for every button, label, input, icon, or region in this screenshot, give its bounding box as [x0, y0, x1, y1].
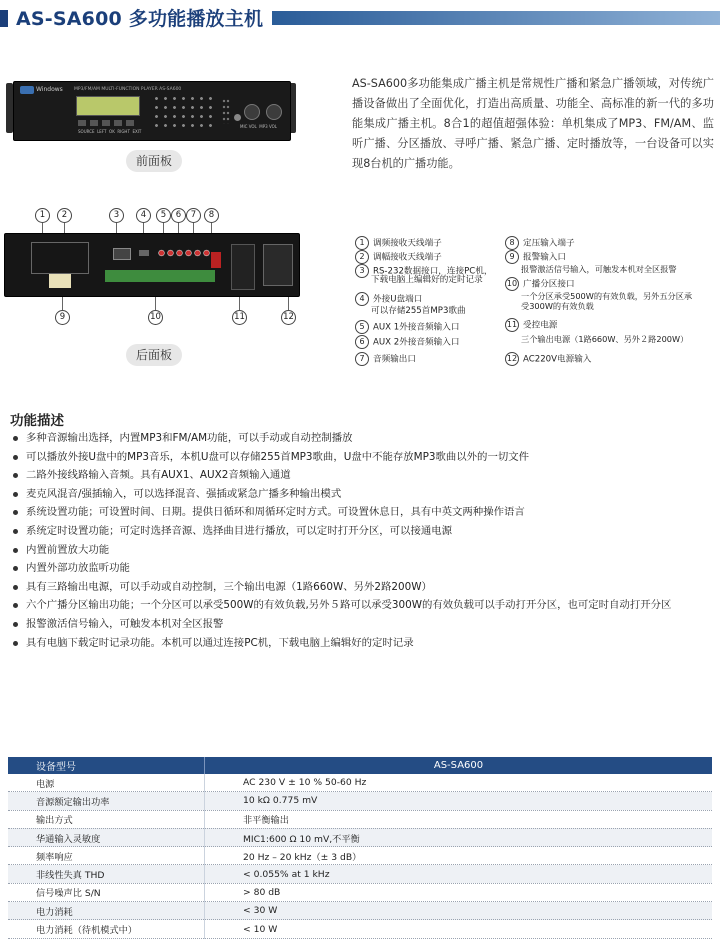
spec-header-model-label: 设备型号: [8, 757, 205, 774]
callout-10: 10: [148, 310, 163, 325]
callout-5: 5: [156, 208, 171, 223]
legend-right: [505, 236, 717, 366]
callout-12: 12: [281, 310, 296, 325]
mp3-vol-knob: [266, 104, 282, 120]
table-row: 华通输入灵敏度 MIC1:600 Ω 10 mV,不平衡: [8, 828, 712, 846]
callout-4: 4: [136, 208, 151, 223]
legend-item-10-line2: 一个分区承受500W的有效负载，另外五分区承: [521, 291, 693, 301]
rack-ear-left: [6, 83, 13, 133]
header-gradient-bar: [272, 11, 720, 25]
keypad-grid: [152, 94, 216, 128]
table-row: 输出方式 非平衡输出: [8, 810, 712, 828]
table-row: 电力消耗（待机模式中） < 10 W: [8, 920, 712, 938]
rear-panel-caption: 后面板: [126, 344, 182, 366]
front-panel-body: [13, 81, 291, 141]
feature-item: 麦克风混音/强插输入，可以选择混音、强插或紧急广播多种输出模式: [10, 485, 720, 504]
feature-item: 系统设置功能；可设置时间、日期。提供日循环和周循环定时方式。可设置休息日，具有中英文两种操作语言: [10, 503, 720, 522]
voltage-input-terminal: [211, 252, 221, 268]
feature-item: 内置前置放大功能: [10, 541, 720, 560]
page-title: AS-SA600 多功能播放主机: [16, 8, 264, 30]
legend-item-4: 4 外接U盘端口: [355, 292, 422, 306]
feature-item: 二路外接线路输入音频。具有AUX1、AUX2音频输入通道: [10, 466, 720, 485]
callout-8: 8: [204, 208, 219, 223]
spec-header-model-value: AS-SA600: [205, 757, 713, 774]
legend-item-2: 2 调幅接收天线端子: [355, 250, 442, 264]
callout-1: 1: [35, 208, 50, 223]
front-panel-caption: 前面板: [126, 150, 182, 172]
intro-paragraph: AS-SA600多功能集成广播主机是常规性广播和紧急广播领域，对传统广播设备做出了全面优化，打造出高质量、功能全、高标准的新一代的多功能集成广播主机。8合1的超值超强体验：单机集成了MP3、FM/AM、监听广播、分区播放、寻呼广播、紧急广播、定时播放等，一台设备可以实现8台机的广播功能。: [352, 77, 714, 170]
rs232-port: [113, 248, 131, 260]
headphone-jack: [234, 114, 241, 121]
page-header: [0, 0, 720, 40]
indicator-leds: [222, 98, 230, 124]
header-accent-block: [0, 10, 8, 27]
legend-item-3: 3 RS-232数据接口，连接PC机，: [355, 264, 492, 278]
rear-callouts-top: [0, 205, 300, 235]
front-button-labels: SOURCE LEFT OK RIGHT EXIT: [78, 129, 142, 134]
legend-item-1: 1 调频接收天线端子: [355, 236, 442, 250]
legend-item-11-line2: 三个输出电源（1路660W、另外２路200W）: [521, 334, 689, 344]
legend-item-10: 10 广播分区接口: [506, 279, 575, 290]
front-panel-image: [6, 77, 296, 147]
legend-item-4-line2: 可以存储255首MP3歌曲: [371, 306, 466, 316]
rear-callouts-bottom: [0, 297, 300, 327]
table-row: 音源额定输出功率 10 kΩ 0.775 mV: [8, 792, 712, 810]
table-row: 电力消耗 < 30 W: [8, 902, 712, 920]
table-row: 频率响应 20 Hz – 20 kHz（± 3 dB）: [8, 847, 712, 865]
rca-jacks: [157, 246, 211, 260]
legend-left: [355, 236, 505, 366]
features-list: [10, 429, 720, 652]
table-row: 电源 AC 230 V ± 10 % 50-60 Hz: [8, 774, 712, 792]
table-row: 非线性失真 THD < 0.055% at 1 kHz: [8, 865, 712, 883]
legend-item-12: 12 AC220V电源输入: [506, 354, 592, 365]
callout-2: 2: [57, 208, 72, 223]
controlled-power-outlets: [231, 244, 255, 290]
alarm-terminal: [49, 274, 71, 288]
feature-item: 系统定时设置功能；可定时选择音源、选择曲目进行播放，可以定时打开分区，可以接通电源: [10, 522, 720, 541]
callout-6: 6: [171, 208, 186, 223]
zone-terminal-strip: [105, 270, 215, 282]
legend-item-10-line3: 受300W的有效负载: [521, 301, 594, 311]
callout-9: 9: [55, 310, 70, 325]
feature-item: 可以播放外接U盘中的MP3音乐，本机U盘可以存储255首MP3歌曲，U盘中不能存放MP3歌曲以外的一切文件: [10, 448, 720, 467]
feature-item: 多种音源输出选择，内置MP3和FM/AM功能，可以手动或自动控制播放: [10, 429, 720, 448]
legend-item-8: 8 定压输入端子: [505, 236, 575, 250]
knob-labels: MIC VOL MP3 VOL: [240, 124, 278, 129]
front-buttons: [78, 120, 138, 128]
antenna-terminals: [31, 242, 89, 274]
callout-3: 3: [109, 208, 124, 223]
table-row: 信号噪声比 S/N > 80 dB: [8, 883, 712, 901]
usb-port: [139, 250, 149, 256]
callout-7: 7: [186, 208, 201, 223]
mic-vol-knob: [244, 104, 260, 120]
legend-item-5: 5 AUX 1外接音频输入口: [355, 320, 459, 334]
legend-item-9: 9 报警输入口: [505, 250, 566, 264]
feature-item: 具有三路输出电源，可以手动或自动控制，三个输出电源（1路660W、另外2路200W）: [10, 578, 720, 597]
spec-table: [8, 757, 712, 939]
feature-item: 内置外部功放监听功能: [10, 559, 720, 578]
legend-item-11: 11 受控电源: [506, 320, 558, 331]
feature-item: 具有电脑下载定时记录功能。本机可以通过连接PC机，下载电脑上编辑好的定时记录: [10, 634, 720, 653]
ac-power-inlet: [263, 244, 293, 286]
legend-item-9-line2: 报警激活信号输入，可触发本机对全区报警: [521, 264, 677, 274]
lcd-display: [76, 96, 140, 116]
spec-header-row: [8, 757, 712, 774]
feature-item: 报警激活信号输入，可触发本机对全区报警: [10, 615, 720, 634]
legend-item-3-line2: 下载电脑上编辑好的定时记录: [371, 275, 483, 285]
front-brand: Windows: [36, 86, 63, 93]
rear-panel-body: [4, 233, 300, 297]
callout-11: 11: [232, 310, 247, 325]
legend-item-6: 6 AUX 2外接音频输入口: [355, 335, 459, 349]
legend-item-7: 7 音频输出口: [355, 352, 416, 366]
front-model-text: MP3/FM/AM MULTI-FUNCTION PLAYER AS-SA600: [74, 87, 182, 92]
feature-item: 六个广播分区输出功能；一个分区可以承受500W的有效负载,另外５路可以承受300W的有效负载可以手动打开分区，也可定时自动打开分区: [10, 596, 720, 615]
brand-logo-icon: [20, 86, 34, 94]
features-title: 功能描述: [10, 413, 64, 429]
rear-panel-image: [4, 233, 300, 297]
